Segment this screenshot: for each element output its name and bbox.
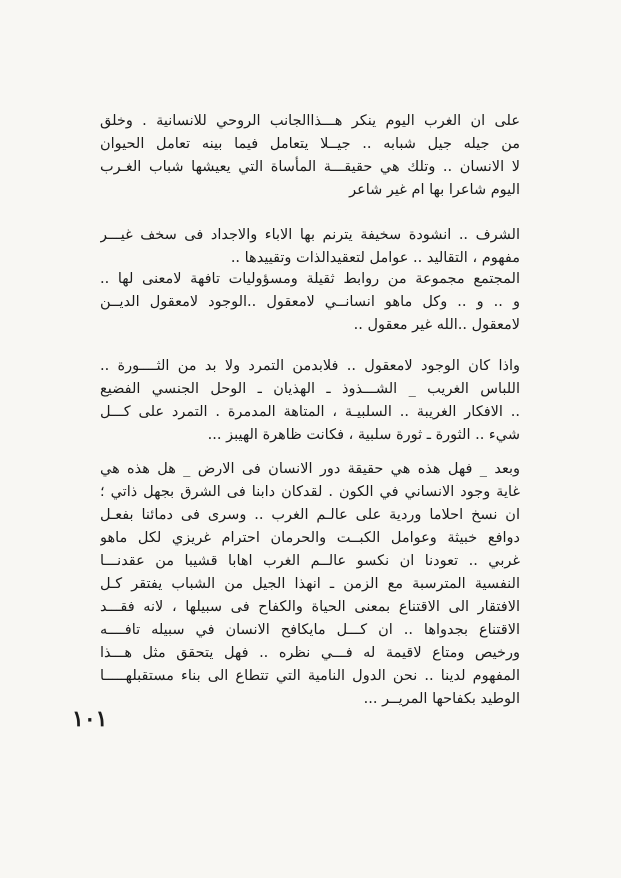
text-line: لامعقول ..الله غير معقول ..: [353, 317, 520, 333]
paragraph-3: [100, 268, 520, 337]
text-line: ورخيص ومتاع لاقيمة له فـــي نظره .. فهل يتحقق مثل هـــذا: [100, 645, 520, 661]
paragraph-2: [100, 224, 520, 270]
text-line: مفهوم ، التقاليد .. عوامل لتعقيدالذات وتقييدها ..: [230, 250, 520, 266]
text-line: غاية وجود الانساني في الكون . لقدكان دابنا فى الشرق بجهل ذاتي ؛: [100, 484, 520, 500]
text-line: الافتقار الى الاقتناع بمعنى الحياة والكفاح فى سبيلها ، لانه فقـــد: [100, 599, 520, 615]
paragraph-4: [100, 355, 520, 447]
paragraph-1: [100, 110, 520, 202]
text-line: الشرف .. انشودة سخيفة يترنم بها الاباء والاجداد فى سخف غيـــر: [100, 227, 520, 243]
text-line: وبعد _ فهل هذه هي حقيقة دور الانسان فى الارض _ هل هذه هي: [100, 461, 520, 477]
text-line: دوافع خبيثة وعوامل الكبــت والحرمان احترام غريزي لكل ماهو: [100, 530, 520, 546]
text-line: الوطيد بكفاحها المريــر ...: [363, 691, 520, 707]
text-line: لا الانسان .. وتلك هي حقيقـــة المأساة التي يعيشها شباب الغـرب: [100, 159, 520, 175]
text-line: المجتمع مجموعة من روابط ثقيلة ومسؤوليات تافهة لامعنى لها ..: [100, 271, 520, 287]
text-line: واذا كان الوجود لامعقول .. فلابدمن التمرد ولا بد من الثــــورة ..: [100, 358, 520, 374]
text-line: اللباس الغريب _ الشـــذوذ ـ الهذيان ـ الوحل الجنسي الفضيع: [100, 381, 520, 397]
text-line: من جيله جيل شبابه .. جيــلا يتعامل فيما بينه تعامل الحيوان: [100, 136, 520, 152]
paragraph-5: [100, 458, 520, 711]
text-line: .. الافكار الغريبة .. السلبيـة ، المتاهة المدمرة . التمرد على كـــل: [100, 404, 520, 420]
text-line: غربي .. تعودنا ان نكسو عالــم الغرب اهابا قشيبا من عقدنـــا: [100, 553, 520, 569]
text-line: المفهوم لدينا .. نحن الدول النامية التي تتطاع الى بناء مستقبلهـــــا: [100, 668, 520, 684]
text-line: النفسية المترسبة مع الزمن ـ انهذا الجيل من الشباب يفتقر كـل: [100, 576, 520, 592]
text-line: الاقتناع بجدواها .. ان كـــل مايكافح الانسان في سبيله تافــــه: [100, 622, 520, 638]
text-line: و .. و .. وكل ماهو انسانــي لامعقول ..الوجود لامعقول الديــن: [100, 294, 520, 310]
page-number: ١٠١: [72, 706, 108, 732]
text-line: شيء .. الثورة ـ ثورة سلبية ، فكانت ظاهرة الهيبز ...: [207, 427, 520, 443]
text-line: اليوم شاعرا بها ام غير شاعر: [349, 182, 520, 198]
text-line: ان نسخ احلاما وردية على عالـم الغرب .. وسرى فى دمائنا بفعـل: [100, 507, 520, 523]
text-line: على ان الغرب اليوم ينكر هـــذاالجانب الروحي للانسانية . وخلق: [100, 113, 520, 129]
